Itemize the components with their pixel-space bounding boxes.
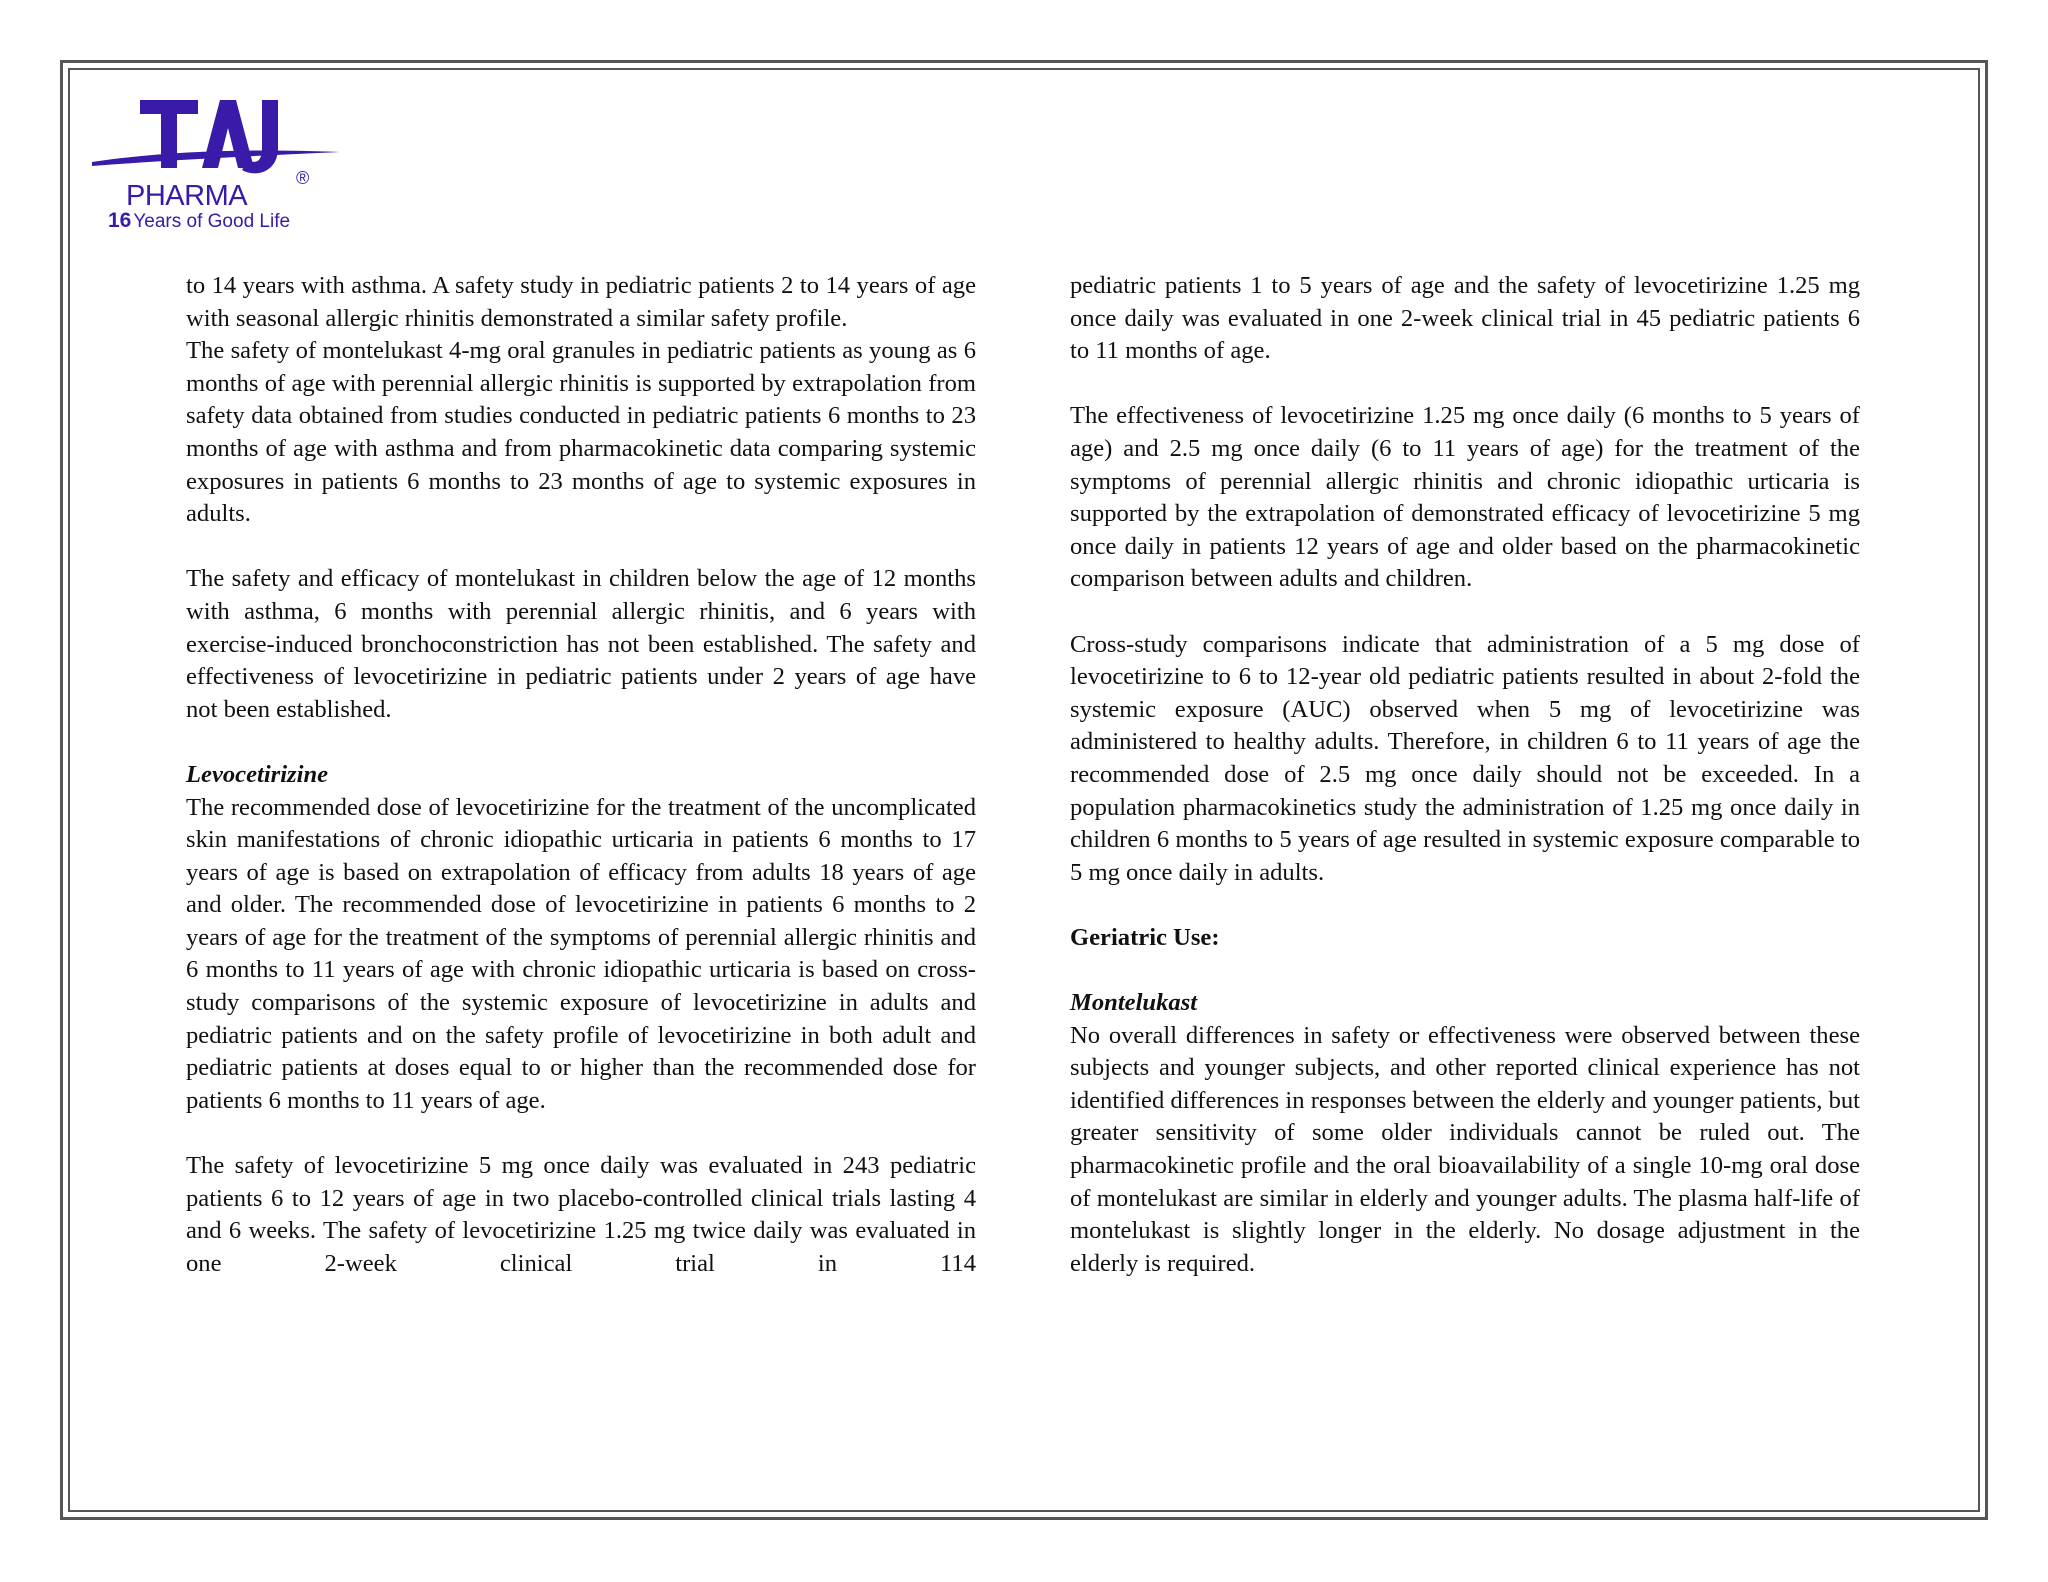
logo-tagline-text: Years of Good Life: [133, 211, 291, 232]
left-paragraph-4: The recommended dose of levocetirizine for the treatment of the uncomplicated skin manifestations of chronic idiopathic urticaria in patients 6 months to 17 years of age is based on extrapolation of efficacy from adults 18 years of age and older. The recommended dose of levocetirizine in patients 6 months to 2 years of age for the treatment of the symptoms of perennial allergic rhinitis and 6 months to 11 years of age with chronic idiopathic urticaria is based on cross-study comparisons of the systemic exposure of levocetirizine in adults and pediatric patients and on the safety profile of levocetirizine in both adult and pediatric patients at doses equal to or higher than the recommended dose for patients 6 months to 11 years of age.: [186, 793, 976, 1114]
right-column: [1070, 270, 1860, 1280]
left-paragraph-3: The safety and efficacy of montelukast in children below the age of 12 months with asthma, 6 months with perennial allergic rhinitis, and 6 years with exercise-induced bronchoconstriction has not been established. The safety and effectiveness of levocetirizine in pediatric patients under 2 years of age have not been established.: [186, 565, 976, 723]
right-paragraph-2: The effectiveness of levocetirizine 1.25 mg once daily (6 months to 5 years of age) and 2.5 mg once daily (6 to 11 years of age) for the treatment of the symptoms of perennial allergic rhinitis and chronic idiopathic urticaria is supported by the extrapolation of demonstrated efficacy of levocetirizine 5 mg once daily in patients 12 years of age and older based on the pharmacokinetic comparison between adults and children.: [1070, 402, 1860, 593]
montelukast-heading: Montelukast: [1070, 989, 1198, 1017]
left-paragraph-5: The safety of levocetirizine 5 mg once daily was evaluated in 243 pediatric patients 6 to 12 years of age in two placebo-controlled clinical trials lasting 4 and 6 weeks. The safety of levocetirizine 1.25 mg twice daily was evaluated in one 2-week clinical trial in 114: [186, 1152, 976, 1277]
left-column: [186, 270, 976, 1280]
logo-tagline-number: 16: [108, 209, 132, 232]
taj-pharma-logo: [90, 94, 350, 234]
logo-pharma-text: PHARMA: [126, 180, 248, 212]
left-paragraph-1: to 14 years with asthma. A safety study in pediatric patients 2 to 14 years of age with seasonal allergic rhinitis demonstrated a similar safety profile.: [186, 272, 976, 332]
logo-tagline: [108, 209, 290, 233]
registered-mark: ®: [296, 168, 310, 188]
left-paragraph-2: The safety of montelukast 4-mg oral granules in pediatric patients as young as 6 months of age with perennial allergic rhinitis is supported by extrapolation from safety data obtained from studies conducted in pediatric patients 6 months to 23 months of age with asthma and from pharmacokinetic data comparing systemic exposures in patients 6 months to 23 months of age to systemic exposures in adults.: [186, 337, 976, 528]
right-paragraph-3: Cross-study comparisons indicate that administration of a 5 mg dose of levocetirizine to 6 to 12-year old pediatric patients resulted in about 2-fold the systemic exposure (AUC) observed when 5 mg of levocetirizine was administered to healthy adults. Therefore, in children 6 to 11 years of age the recommended dose of 2.5 mg once daily should not be exceeded. In a population pharmacokinetics study the administration of 1.25 mg once daily in children 6 months to 5 years of age resulted in systemic exposure comparable to 5 mg once daily in adults.: [1070, 630, 1860, 886]
right-paragraph-1: pediatric patients 1 to 5 years of age and the safety of levocetirizine 1.25 mg once daily was evaluated in one 2-week clinical trial in 45 pediatric patients 6 to 11 months of age.: [1070, 272, 1860, 365]
geriatric-use-heading: Geriatric Use:: [1070, 923, 1220, 951]
right-paragraph-4: No overall differences in safety or effectiveness were observed between these subjects and younger subjects, and other reported clinical experience has not identified differences in responses between the elderly and younger patients, but greater sensitivity of some older individuals cannot be ruled out. The pharmacokinetic profile and the oral bioavailability of a single 10-mg oral dose of montelukast are similar in elderly and younger adults. The plasma half-life of montelukast is slightly longer in the elderly. No dosage adjustment in the elderly is required.: [1070, 1021, 1860, 1277]
levocetirizine-heading: Levocetirizine: [186, 760, 329, 788]
